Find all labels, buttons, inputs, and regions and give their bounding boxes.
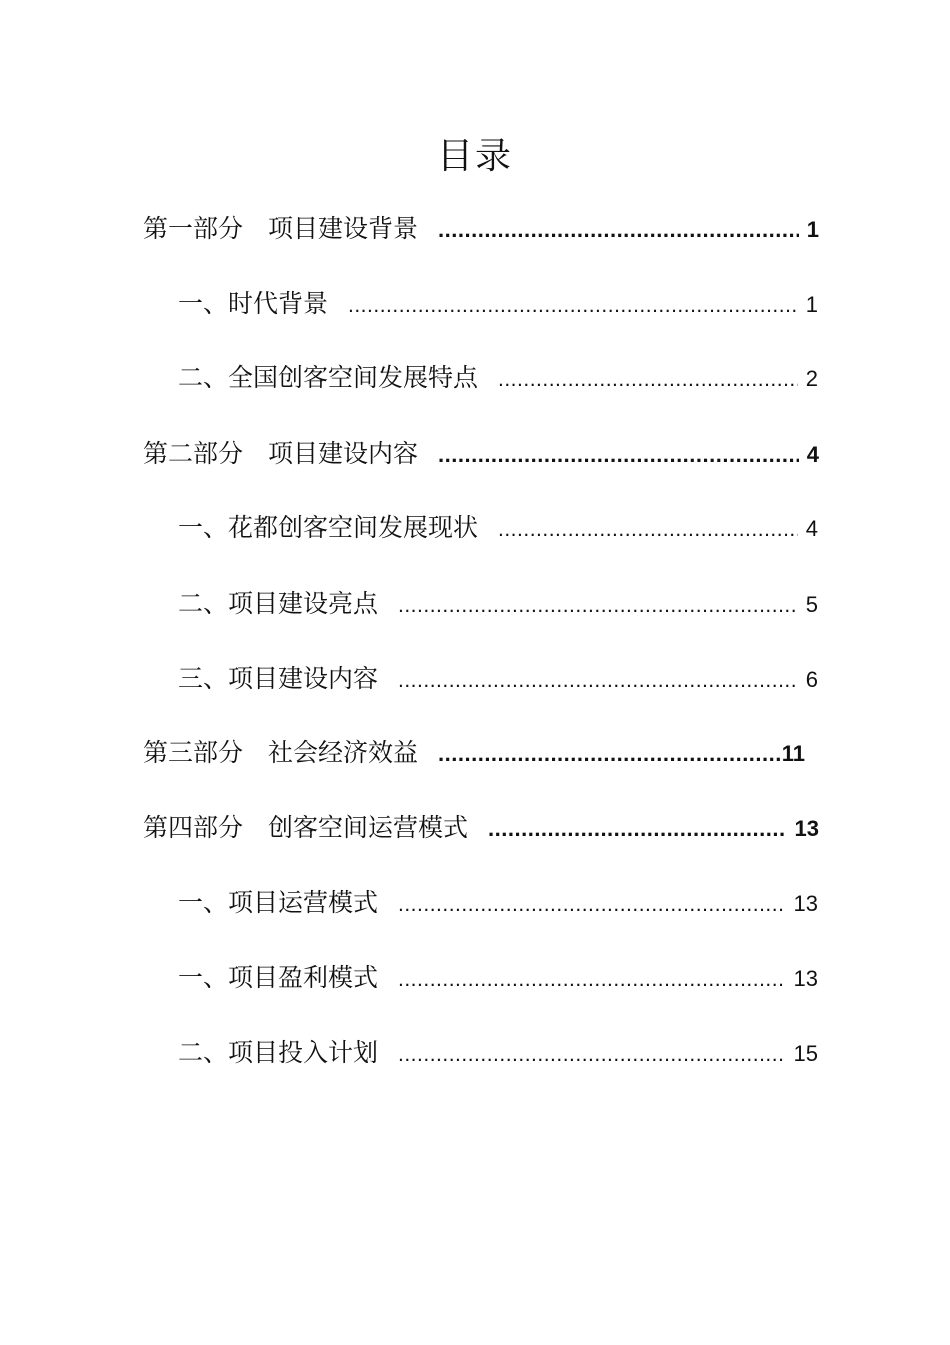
toc-entry-label [178,883,378,923]
toc-dot-leader [438,210,799,250]
toc-entry-label [143,733,418,773]
toc-entry-section[interactable] [178,1033,818,1073]
toc-part-number: 第二部分 [143,439,244,468]
toc-dot-leader [438,435,799,475]
toc-entry-label [178,508,478,548]
toc-entry-title: 一、项目盈利模式 [178,963,379,992]
toc-dot-leader [398,1035,786,1075]
toc-entry-title: 项目建设内容 [268,439,419,468]
page-title: 目录 [436,136,513,177]
toc-entry-section[interactable] [178,358,818,398]
toc-entry-section[interactable] [178,659,818,699]
toc-entry-label [143,808,468,848]
toc-entry-title: 二、全国创客空间发展特点 [178,363,479,392]
toc-entry-section[interactable] [178,883,818,923]
toc-page-number: 13 [793,966,818,991]
toc-page-number: 15 [793,1041,818,1066]
toc-entry-part-3[interactable] [143,733,805,773]
toc-page-number: 4 [805,516,818,541]
toc-entry-part-4[interactable] [143,808,819,848]
toc-dot-leader [498,510,798,550]
toc-page-number: 13 [793,891,818,916]
toc-page-number: 5 [805,592,818,617]
toc-entry-title: 项目建设背景 [268,214,419,243]
toc-entry-label [178,358,478,398]
toc-entry-title: 一、花都创客空间发展现状 [178,513,479,542]
toc-dot-leader [398,960,786,1000]
toc-page-number: 2 [805,366,818,391]
toc-entry-title: 一、项目运营模式 [178,888,379,917]
toc-entry-label [178,659,378,699]
toc-dot-leader [498,360,798,400]
toc-dot-leader [398,661,798,701]
toc-dot-leader [398,885,786,925]
toc-entry-label [143,209,418,249]
toc-part-number: 第四部分 [143,813,244,842]
toc-part-number: 第一部分 [143,214,244,243]
toc-part-number: 第三部分 [143,738,244,767]
toc-dot-leader [488,809,786,849]
toc-entry-label [178,1033,378,1073]
toc-dot-leader [398,586,798,626]
toc-page-number: 11 [781,741,805,766]
toc-entry-title: 二、项目建设亮点 [178,589,379,618]
toc-page-number: 6 [805,667,818,692]
toc-entry-label [178,584,378,624]
toc-entry-section[interactable] [178,958,818,998]
toc-entry-section[interactable] [178,284,818,324]
toc-dot-leader [438,734,782,774]
toc-page-number: 1 [806,217,819,242]
toc-entry-label [178,284,328,324]
toc-entry-part-2[interactable] [143,434,819,474]
toc-dot-leader [348,286,798,326]
toc-entry-part-1[interactable] [143,209,819,249]
toc-page-number: 13 [794,816,819,841]
toc-entry-title: 社会经济效益 [268,738,419,767]
toc-entry-title: 三、项目建设内容 [178,664,379,693]
toc-page-number: 4 [806,442,819,467]
toc-entry-title: 二、项目投入计划 [178,1038,379,1067]
toc-entry-title: 创客空间运营模式 [268,813,469,842]
toc-page-number: 1 [805,292,818,317]
toc-entry-title: 一、时代背景 [178,289,329,318]
toc-entry-label [143,434,418,474]
toc-entry-section[interactable] [178,508,818,548]
toc-entry-section[interactable] [178,584,818,624]
toc-entry-label [178,958,378,998]
